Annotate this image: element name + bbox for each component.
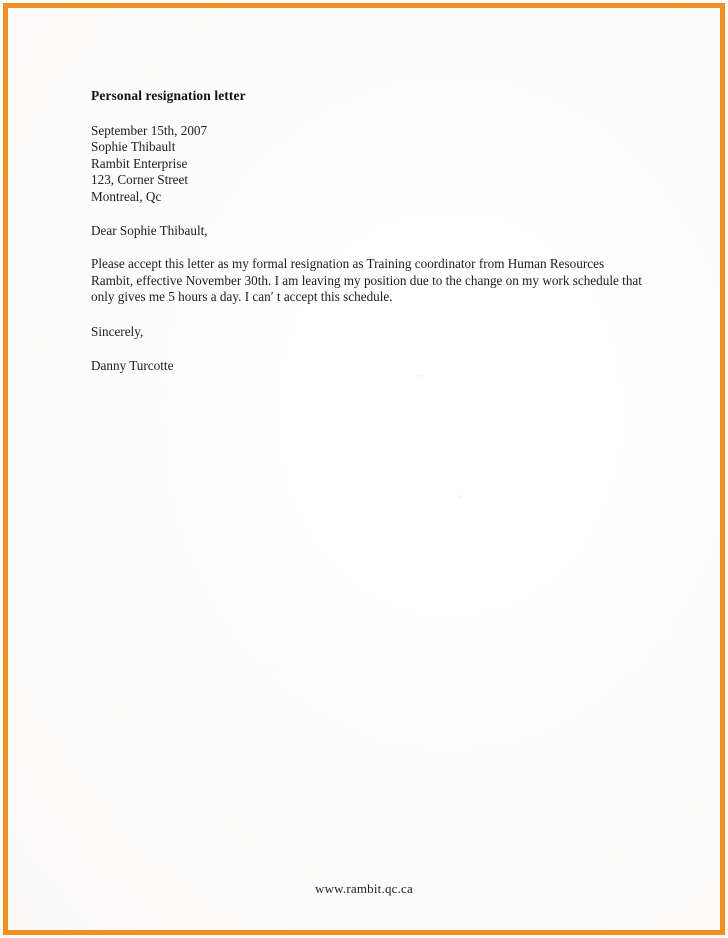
letter-content [91,88,643,374]
letter-date: September 15th, 2007 [91,123,208,138]
body-paragraph: Please accept this letter as my formal resignation as Training coordinator from Human Resources Rambit, effective November 30th. I am leaving my position due to the change on my work schedule that only gives me 5 hours a day. I can′ t accept this schedule. [91,256,642,305]
recipient-name: Sophie Thibault [91,139,176,155]
closing: Sincerely, [91,323,144,339]
footer-website-url: www.rambit.qc.ca [314,881,413,896]
recipient-city: Montreal, Qc [91,188,162,204]
page-orange-border [3,3,725,935]
scan-artifact [458,495,463,498]
scan-artifact [270,667,274,669]
sender-name: Danny Turcotte [91,358,174,374]
recipient-street: 123, Corner Street [91,172,189,188]
recipient-address-block [91,123,643,205]
salutation: Dear Sophie Thibault, [91,223,208,239]
scan-watermark: ........... [22,904,45,910]
letter-title: Personal resignation letter [91,88,246,103]
recipient-company: Rambit Enterprise [91,155,188,171]
